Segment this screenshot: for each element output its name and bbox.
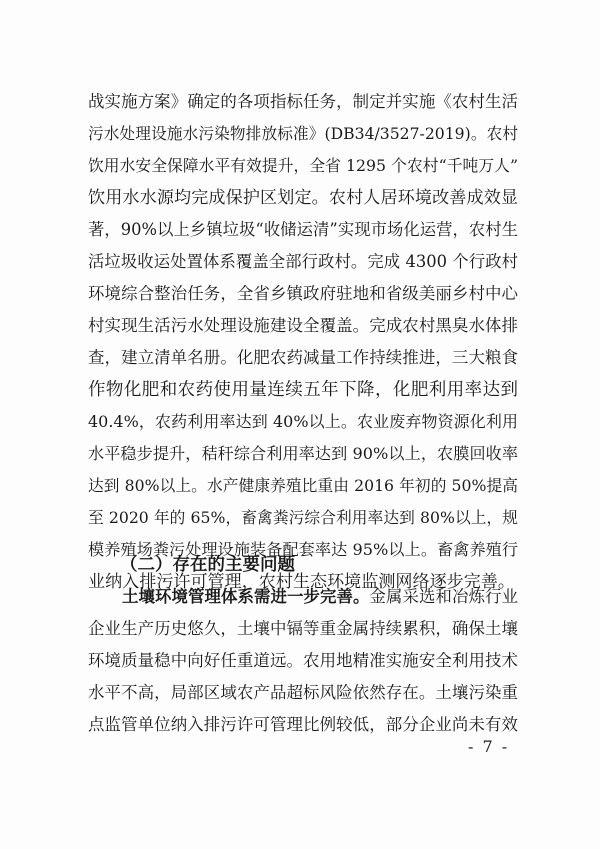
paragraph-line: 作物化肥和农药使用量连续五年下降，化肥利用率达到 <box>88 380 518 400</box>
paragraph-lead-rest: 金属采选和冶炼行业 <box>369 587 518 606</box>
section-heading: （二）存在的主要问题 <box>120 555 295 575</box>
paragraph-2 <box>88 581 518 741</box>
paragraph-line: 40.4%，农药利用率达到 40%以上。农业废弃物资源化利用 <box>88 412 518 431</box>
paragraph-line: 业纳入排污许可管理，农村生态环境监测网络逐步完善。 <box>88 572 515 592</box>
paragraph-line: 达到 80%以上。水产健康养殖比重由 2016 年初的 50%提高 <box>88 476 518 495</box>
paragraph-line: 水平不高，局部区域农产品超标风险依然存在。土壤污染重 <box>88 683 518 702</box>
paragraph-line: 水平稳步提升，秸秆综合利用率达到 90%以上，农膜回收率 <box>88 444 518 463</box>
paragraph-line: 村实现生活污水处理设施建设全覆盖。完成农村黑臭水体排 <box>88 316 518 335</box>
paragraph-line <box>88 581 518 613</box>
paragraph-lead: 土壤环境管理体系需进一步完善。 <box>122 587 370 606</box>
paragraph-line: 著，90%以上乡镇垃圾“收储运清”实现市场化运营，农村生 <box>88 220 518 239</box>
paragraph-line: 战实施方案》确定的各项指标任务，制定并实施《农村生活 <box>88 92 518 111</box>
paragraph-line: 饮用水水源均完成保护区划定。农村人居环境改善成效显 <box>88 188 518 208</box>
paragraph-line: 模养殖场粪污处理设施装备配套率达 95%以上。畜禽养殖行 <box>88 540 518 559</box>
paragraph-line: 至 2020 年的 65%，畜禽粪污综合利用率达到 80%以上，规 <box>88 508 518 527</box>
paragraph-1 <box>88 86 518 598</box>
paragraph-line: 饮用水安全保障水平有效提升，全省 1295 个农村“千吨万人” <box>88 156 518 175</box>
paragraph-line: 查，建立清单名册。化肥农药减量工作持续推进，三大粮食 <box>88 348 518 367</box>
paragraph-line: 污水处理设施水污染物排放标准》(DB34/3527-2019)。农村 <box>88 124 518 143</box>
paragraph-line: 企业生产历史悠久，土壤中镉等重金属持续累积，确保土壤 <box>88 619 518 638</box>
paragraph-line: 环境质量稳中向好任重道远。农用地精准实施安全利用技术 <box>88 651 518 670</box>
paragraph-line: 点监管单位纳入排污许可管理比例较低，部分企业尚未有效 <box>88 715 518 734</box>
paragraph-line: 环境综合整治任务，全省乡镇政府驻地和省级美丽乡村中心 <box>88 284 518 303</box>
page-number: - 7 - <box>468 737 510 756</box>
paragraph-line: 活垃圾收运处置体系覆盖全部行政村。完成 4300 个行政村 <box>88 252 518 271</box>
